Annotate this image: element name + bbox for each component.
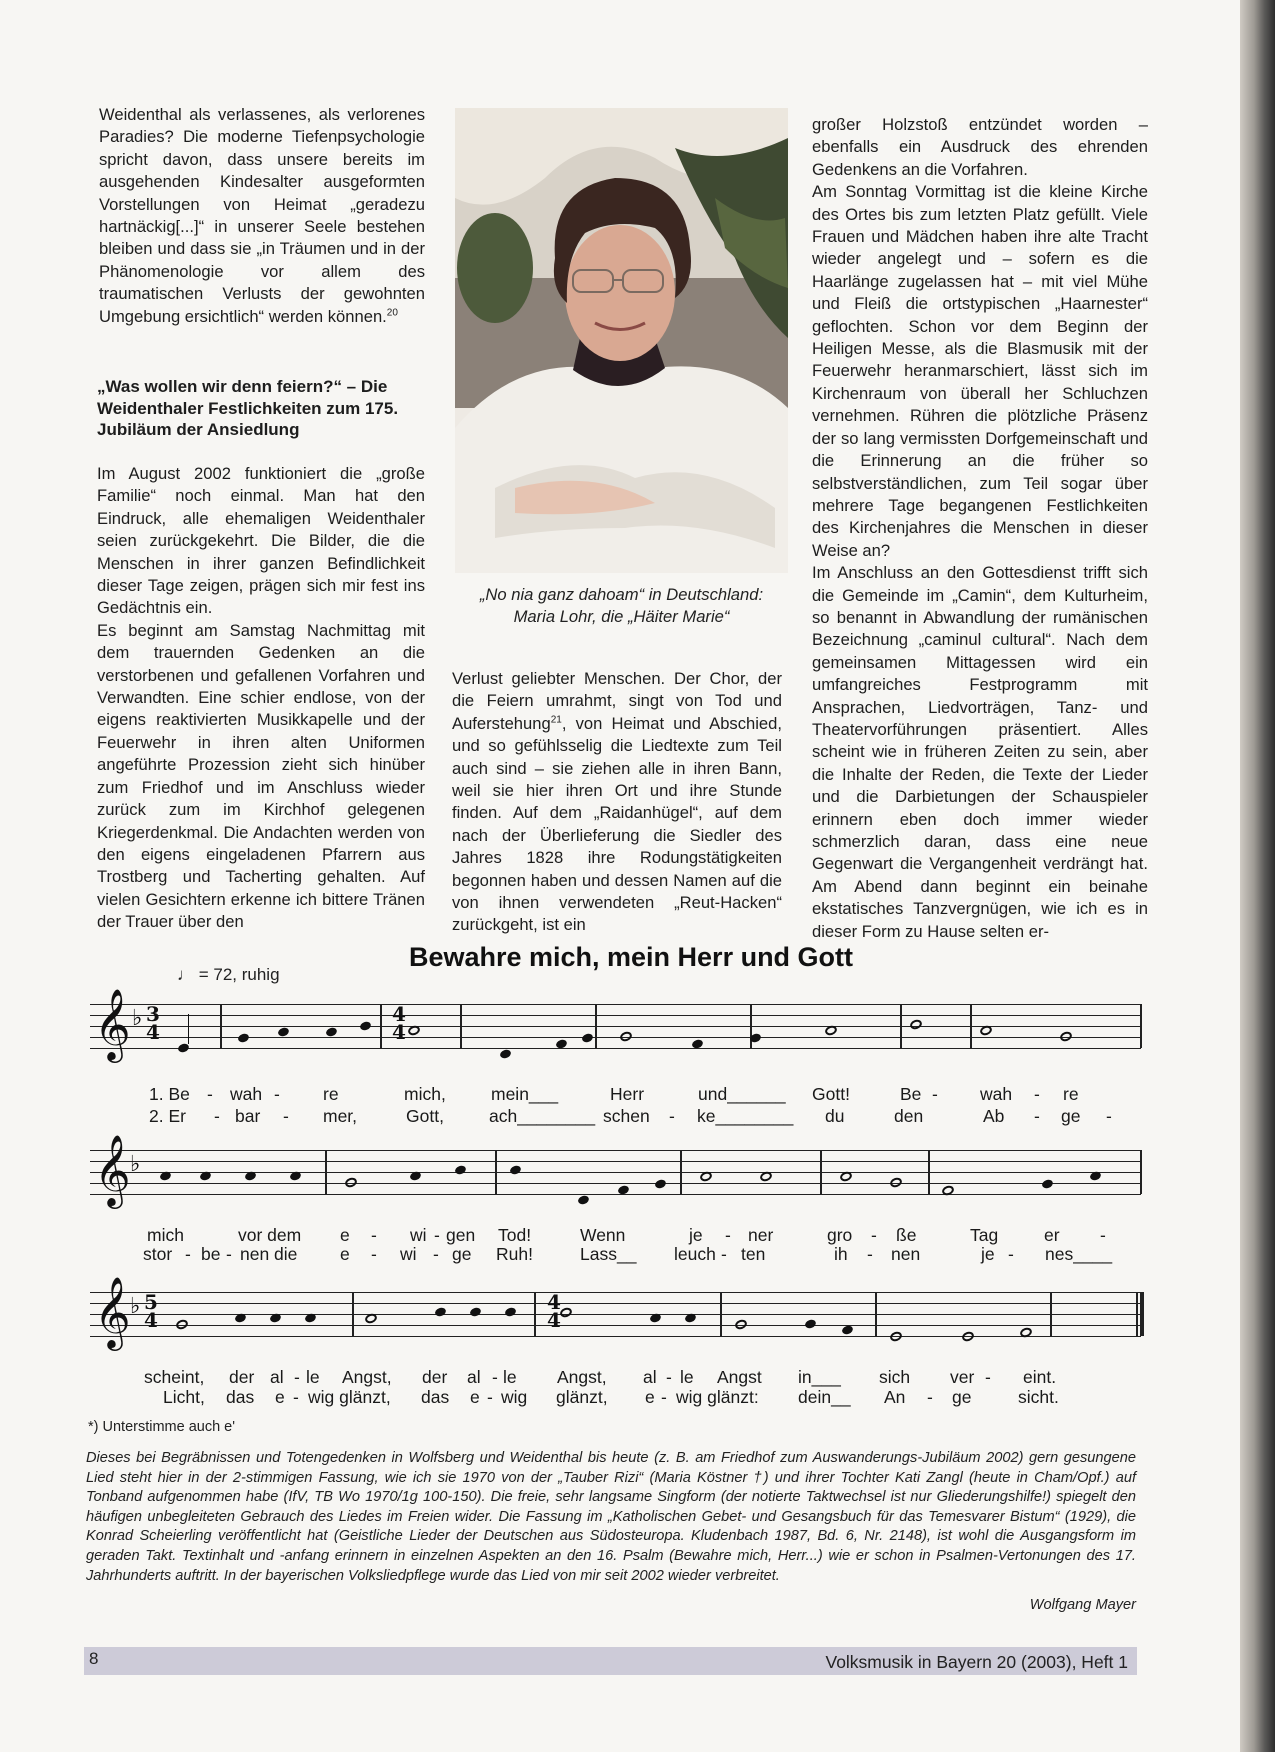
journal-reference: Volksmusik in Bayern 20 (2003), Heft 1 [825,1652,1128,1672]
page-number: 8 [89,1649,99,1668]
song-title: Bewahre mich, mein Herr und Gott [408,942,854,972]
music-staff-2 [90,1133,1141,1206]
music-staff-3 [90,1275,1141,1348]
paragraph: Verlust geliebter Menschen. Der Chor, der die Feiern umrahmt, singt von Tod und Auferstehung$^{21}$, von Heimat und Abschied, und so gefühlsselig die Liedtexte zum Teil auch sind – sie ziehen alle in ihren Bann, weil sie hier ihren Ort und ihre Stunde finden. Auf dem „Raidanhügel“, auf dem nach der Überlieferung die Siedler des Jahres 1828 ihre Rodungstätigkeiten begonnen haben und dessen Namen auf die von ihnen verwendeten „Reut-Hacken“ zurückgeht, ist ein [452,669,782,935]
text-column-3 [812,114,1148,943]
time-signature: 4 4 [392,1002,406,1044]
paragraph: Es beginnt am Samstag Nachmittag mit dem trauernden Gedenken an die verstorbenen und gefallenen Vorfahren und Verwandten. Eine schier endlose, von der eigens reaktivierten Musikkapelle und der Feuerwehr in ihren alten Uniformen angeführte Prozession zieht sich hinüber zum Friedhof und im Anschluss wieder zurück zum im Kirchhof gelegenen Kriegerdenkmal. Die Andachten werden von den eigens eingeladenen Pfarrern aus Trostberg und Tacherting gehalten. Auf vielen Gesichtern erkenne ich bittere Tränen der Trauer über den [97,620,425,932]
treble-clef-icon: 𝄞 [94,987,131,1060]
paragraph: großer Holzstoß entzündet worden – ebenfalls ein Ausdruck des ehrenden Gedenkens an die Vorfahren. [812,115,1148,179]
footnote-ref: 20 [386,307,398,319]
portrait-illustration [455,108,788,573]
lyrics-line-s2v2: stor - be - nen die e - wi - ge Ruh! Lass__ leuch - ten ih - nen je - nes____ [143,1244,1113,1264]
music-staff-1 [90,987,1141,1060]
flat-icon: ♭ [132,1006,143,1031]
lyrics-line-s1v1: 1. Be - wah - re mich, mein___ Herr und______ Gott! Be - wah - re [149,1084,1079,1104]
lyrics-line-s3v2: Licht, das e - wig glänzt, das e - wig glänzt, e - wig glänzt: dein__ An - ge sicht. [163,1387,1059,1407]
song-commentary: Dieses bei Begräbnissen und Totengedenken in Wolfsberg und Weidenthal bis heute (z. B. am Friedhof zum Auswanderungs-Jubiläum 2002) gern gesungene Lied steht hier in der 2-stimmigen Fassung, wie ich sie 1970 von der „Tauber Rizi“ (Maria Köstner †) und ihrer Tochter Kati Zangl (heute in Cham/Opf.) auf Tonband aufgenommen habe (IfV, TB Wo 1970/1g 100-150). Die freie, sehr langsame Singform (der notierte Taktwechsel ist nur Gliederungshilfe!) spiegelt den häufigen unbegleiteten Gebrauch des Liedes im Freien wider. Die Fassung im „Katholischen Gebet- und Gesangsbuch für das Temesvarer Bistum“ (1929), die Konrad Scheierling veröffentlicht hat (Geistliche Lieder der Deutschen aus Südosteuropa. Kludenbach 1987, Bd. 6, Nr. 2148), ist wohl die Ausgangsform im geraden Takt. Textinhalt und -anfang erinnern in einzelnen Aspekten an den 16. Psalm (Bewahre mich, Herr...) wie er schon in Psalmen-Vertonungen des 17. Jahrhunderts auftritt. In der bayerischen Volksliedpflege wurde das Lied von mir seit 2002 wieder verbreitet. [86,1450,1136,1584]
time-signature: 5 4 [144,1290,158,1332]
portrait-photo [455,108,788,573]
text-column-2 [452,668,782,937]
flat-icon: ♭ [130,1294,141,1319]
time-signature: 3 4 [146,1002,160,1044]
song-footnote: *) Unterstimme auch e' [88,1419,236,1435]
tempo-marking: ♩ = 72, ruhig [177,965,280,984]
footnote-ref: 21 [550,714,562,726]
flat-icon: ♭ [130,1152,141,1177]
paragraph: Weidenthal als verlassenes, als verlorenes Paradies? Die moderne Tiefenpsychologie spricht davon, dass unsere bereits im ausgehenden Kindesalter ausgeformten Vorstellungen von Heimat „geradezu hartnäckig[...]“ in unserer Seele bestehen bleiben und dass sie „in Träumen und in der Phänomenologie vor allem des traumatischen Verlusts der gewohnten Umgebung ersichtlich“ werden können.$^{20}$ [99,105,425,326]
paragraph: Im August 2002 funktioniert die „große Familie“ noch einmal. Man hat den Eindruck, alle ehemaligen Weidenthaler seien zurückgekehrt. Die Bilder, die die Menschen in ihrer ganzen Befindlichkeit dieser Tage zeigen, prägen sich mir fest ins Gedächtnis ein. [97,464,425,618]
author-name: Wolfgang Mayer [1029,1597,1136,1613]
paragraph: Am Sonntag Vormittag ist die kleine Kirche des Ortes bis zum letzten Platz gefüllt. Viele Frauen und Mädchen haben ihre alte Tracht wieder angelegt und – sofern es die Haarlänge zugelassen hat – mit viel Mühe und Fleiß die ortstypischen „Haarnester“ geflochten. Schon vor dem Beginn der Heiligen Messe, als die Blasmusik mit der Feuerwehr heranmarschiert, lässt sich im Kirchenraum von überall her Schluchzen vernehmen. Rühren die plötzliche Präsenz der so lang vermissten Dorfgemeinschaft und die Erinnerung an die früher so selbstverständlichen, zum Teil sogar über mehrere Tage begangenen Festlichkeiten des Kirchenjahres die Menschen in dieser Weise an? [812,182,1148,560]
treble-clef-icon: 𝄞 [94,1133,131,1206]
paragraph: Im Anschluss an den Gottesdienst trifft sich die Gemeinde im „Camin“, dem Kulturheim, so benannt in Abwandlung der rumänischen Bezeichnung „caminul cultural“. Nach dem gemeinsamen Mittagessen wird ein umfangreiches Festprogramm mit Ansprachen, Liedvorträgen, Tanz- und Theatervorführungen präsentiert. Alles scheint wie in früheren Zeiten zu sein, aber die Inhalte der Reden, die Texte der Lieder und die Darbietungen der Schauspieler erinnern eben doch immer wieder schmerzlich daran, dass eine neue Gegenwart die Vergangenheit verdrängt hat. Am Abend dann beginnt ein beinahe ekstatisches Tanzvergnügen, wie ich es in dieser Form zu Hause selten er- [812,563,1148,941]
section-heading-block [97,376,437,441]
time-signature: 4 4 [547,1290,561,1332]
text-column-1-continued [97,463,425,934]
section-heading: „Was wollen wir denn feiern?“ – Die Weidenthaler Festlichkeiten zum 175. Jubiläum der Ansiedlung [97,377,399,439]
photo-caption: „No nia ganz dahoam“ in Deutschland: Maria Lohr, die „Häiter Marie“ [479,585,764,626]
lyrics-line-s2v1: mich vor dem e - wi - gen Tod! Wenn je - ner gro - ße Tag er - [147,1225,1106,1245]
text-column-1 [99,104,425,328]
treble-clef-icon: 𝄞 [94,1275,131,1348]
lyrics-line-s1v2: 2. Er - bar - mer, Gott, ach________ schen - ke________ du den Ab - ge - [149,1106,1112,1126]
page-edge-shadow [1240,0,1275,1752]
lyrics-line-s3v1: scheint, der al - le Angst, der al - le Angst, al - le Angst in___ sich ver - eint. [144,1367,1057,1387]
